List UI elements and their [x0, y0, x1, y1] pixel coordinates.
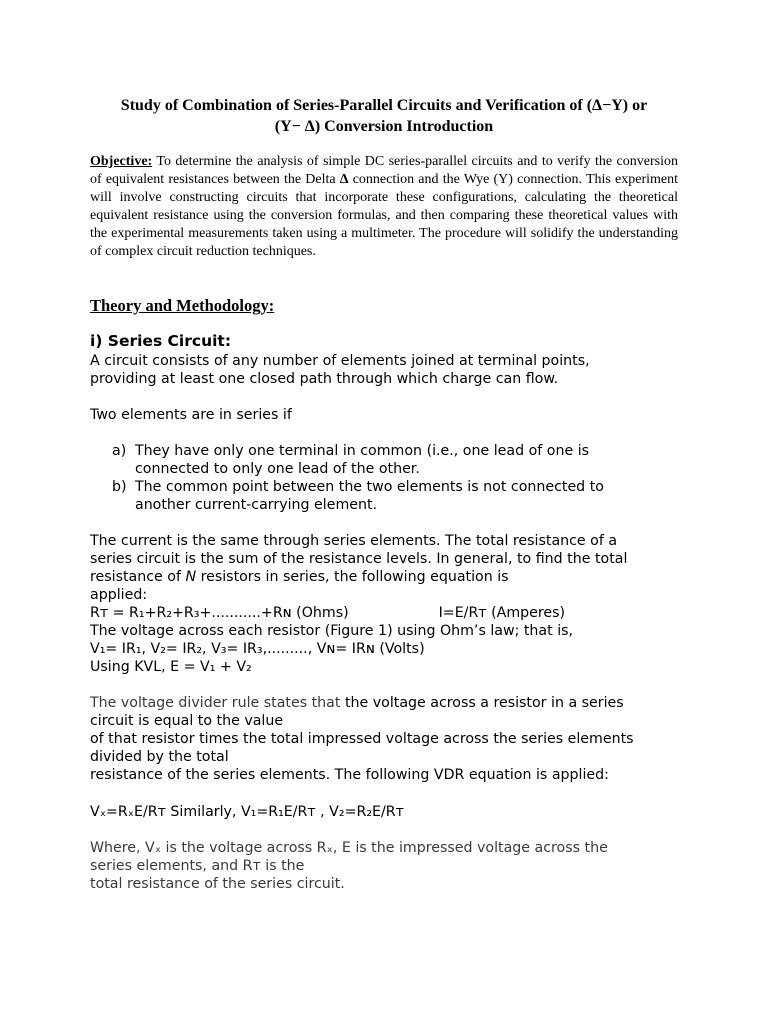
kvl-equation: Using KVL, E = V₁ + V₂	[90, 659, 252, 675]
paragraph-line: applied:	[90, 587, 148, 603]
total-resistance-equation: Rᴛ = R₁+R₂+R₃+...........+Rɴ (Ohms)	[90, 605, 349, 621]
theory-heading: Theory and Methodology:	[90, 296, 275, 315]
current-paragraph	[90, 532, 690, 676]
title-line-1: Study of Combination of Series-Parallel Circuits and Verification of (Δ−Y) or	[120, 97, 648, 114]
list-item-text: The common point between the two elements is not connected to	[135, 479, 604, 495]
paragraph-line	[90, 568, 690, 586]
paragraph-line: The current is the same through series elements. The total resistance of a	[90, 533, 618, 549]
current-equation: I=E/Rᴛ (Amperes)	[438, 605, 566, 621]
series-intro-line-2: providing at least one closed path through which charge can flow.	[90, 371, 559, 387]
paragraph-line: series elements, and Rᴛ is the	[90, 858, 305, 874]
series-circuit-heading: i) Series Circuit:	[90, 332, 232, 350]
paragraph-line: The voltage across each resistor (Figure 1) using Ohm’s law; that is,	[90, 623, 574, 639]
delta-symbol: Δ	[339, 172, 349, 187]
list-item-text: They have only one terminal in common (i.e., one lead of one is	[135, 443, 590, 459]
list-item-text: another current-carrying element.	[135, 497, 378, 513]
list-item	[112, 478, 672, 514]
series-intro-paragraph	[90, 352, 690, 388]
objective-paragraph	[90, 153, 678, 261]
vdr-paragraph	[90, 694, 690, 784]
series-condition: Two elements are in series if	[90, 407, 292, 423]
document-title	[90, 95, 678, 137]
vdr-equation: Vₓ=RₓE/Rᴛ Similarly, V₁=R₁E/Rᴛ , V₂=R₂E/Rᴛ	[90, 804, 404, 820]
equation-line	[90, 604, 690, 622]
text-run: The voltage divider rule states that	[90, 695, 341, 711]
text-run: the voltage across a resistor in a series	[340, 695, 624, 711]
objective-label: Objective:	[90, 154, 153, 169]
series-condition-list	[112, 442, 672, 514]
text-run: resistors in series, the following equation is	[196, 569, 509, 585]
variable-n: N	[185, 569, 197, 585]
list-item-text: connected to only one lead of the other.	[135, 461, 420, 477]
text-run: resistance of	[90, 569, 186, 585]
paragraph-line: Where, Vₓ is the voltage across Rₓ, E is the impressed voltage across the	[90, 840, 608, 856]
list-marker: b)	[112, 479, 127, 495]
where-paragraph	[90, 839, 690, 893]
paragraph-line: divided by the total	[90, 749, 229, 765]
objective-text-1: To determine the analysis of simple DC series-parallel circuits and to verify the conversion of equivalent resistances between the Delta	[90, 154, 678, 187]
series-intro-line-1: A circuit consists of any number of elements joined at terminal points,	[90, 353, 590, 369]
objective-text-2: connection and the Wye (Y) connection. This experiment will involve constructing circuits that incorporate these configurations, calculating the theoretical equivalent resistance using the conversion formulas, and then comparing these theoretical values with the experimental measurements taken using a multimeter. The procedure will solidify the understanding of complex circuit reduction techniques.	[90, 172, 678, 259]
list-marker: a)	[112, 443, 127, 459]
paragraph-line: resistance of the series elements. The following VDR equation is applied:	[90, 767, 609, 783]
title-line-2: (Y− Δ) Conversion Introduction	[274, 118, 494, 135]
paragraph-line: circuit is equal to the value	[90, 713, 284, 729]
paragraph-line	[90, 694, 690, 712]
list-item	[112, 442, 672, 478]
paragraph-line: of that resistor times the total impressed voltage across the series elements	[90, 731, 634, 747]
voltage-equations: V₁= IR₁, V₂= IR₂, V₃= IR₃,........., Vɴ= IRɴ (Volts)	[90, 641, 425, 657]
paragraph-line: total resistance of the series circuit.	[90, 876, 345, 892]
paragraph-line: series circuit is the sum of the resistance levels. In general, to find the total	[90, 551, 628, 567]
